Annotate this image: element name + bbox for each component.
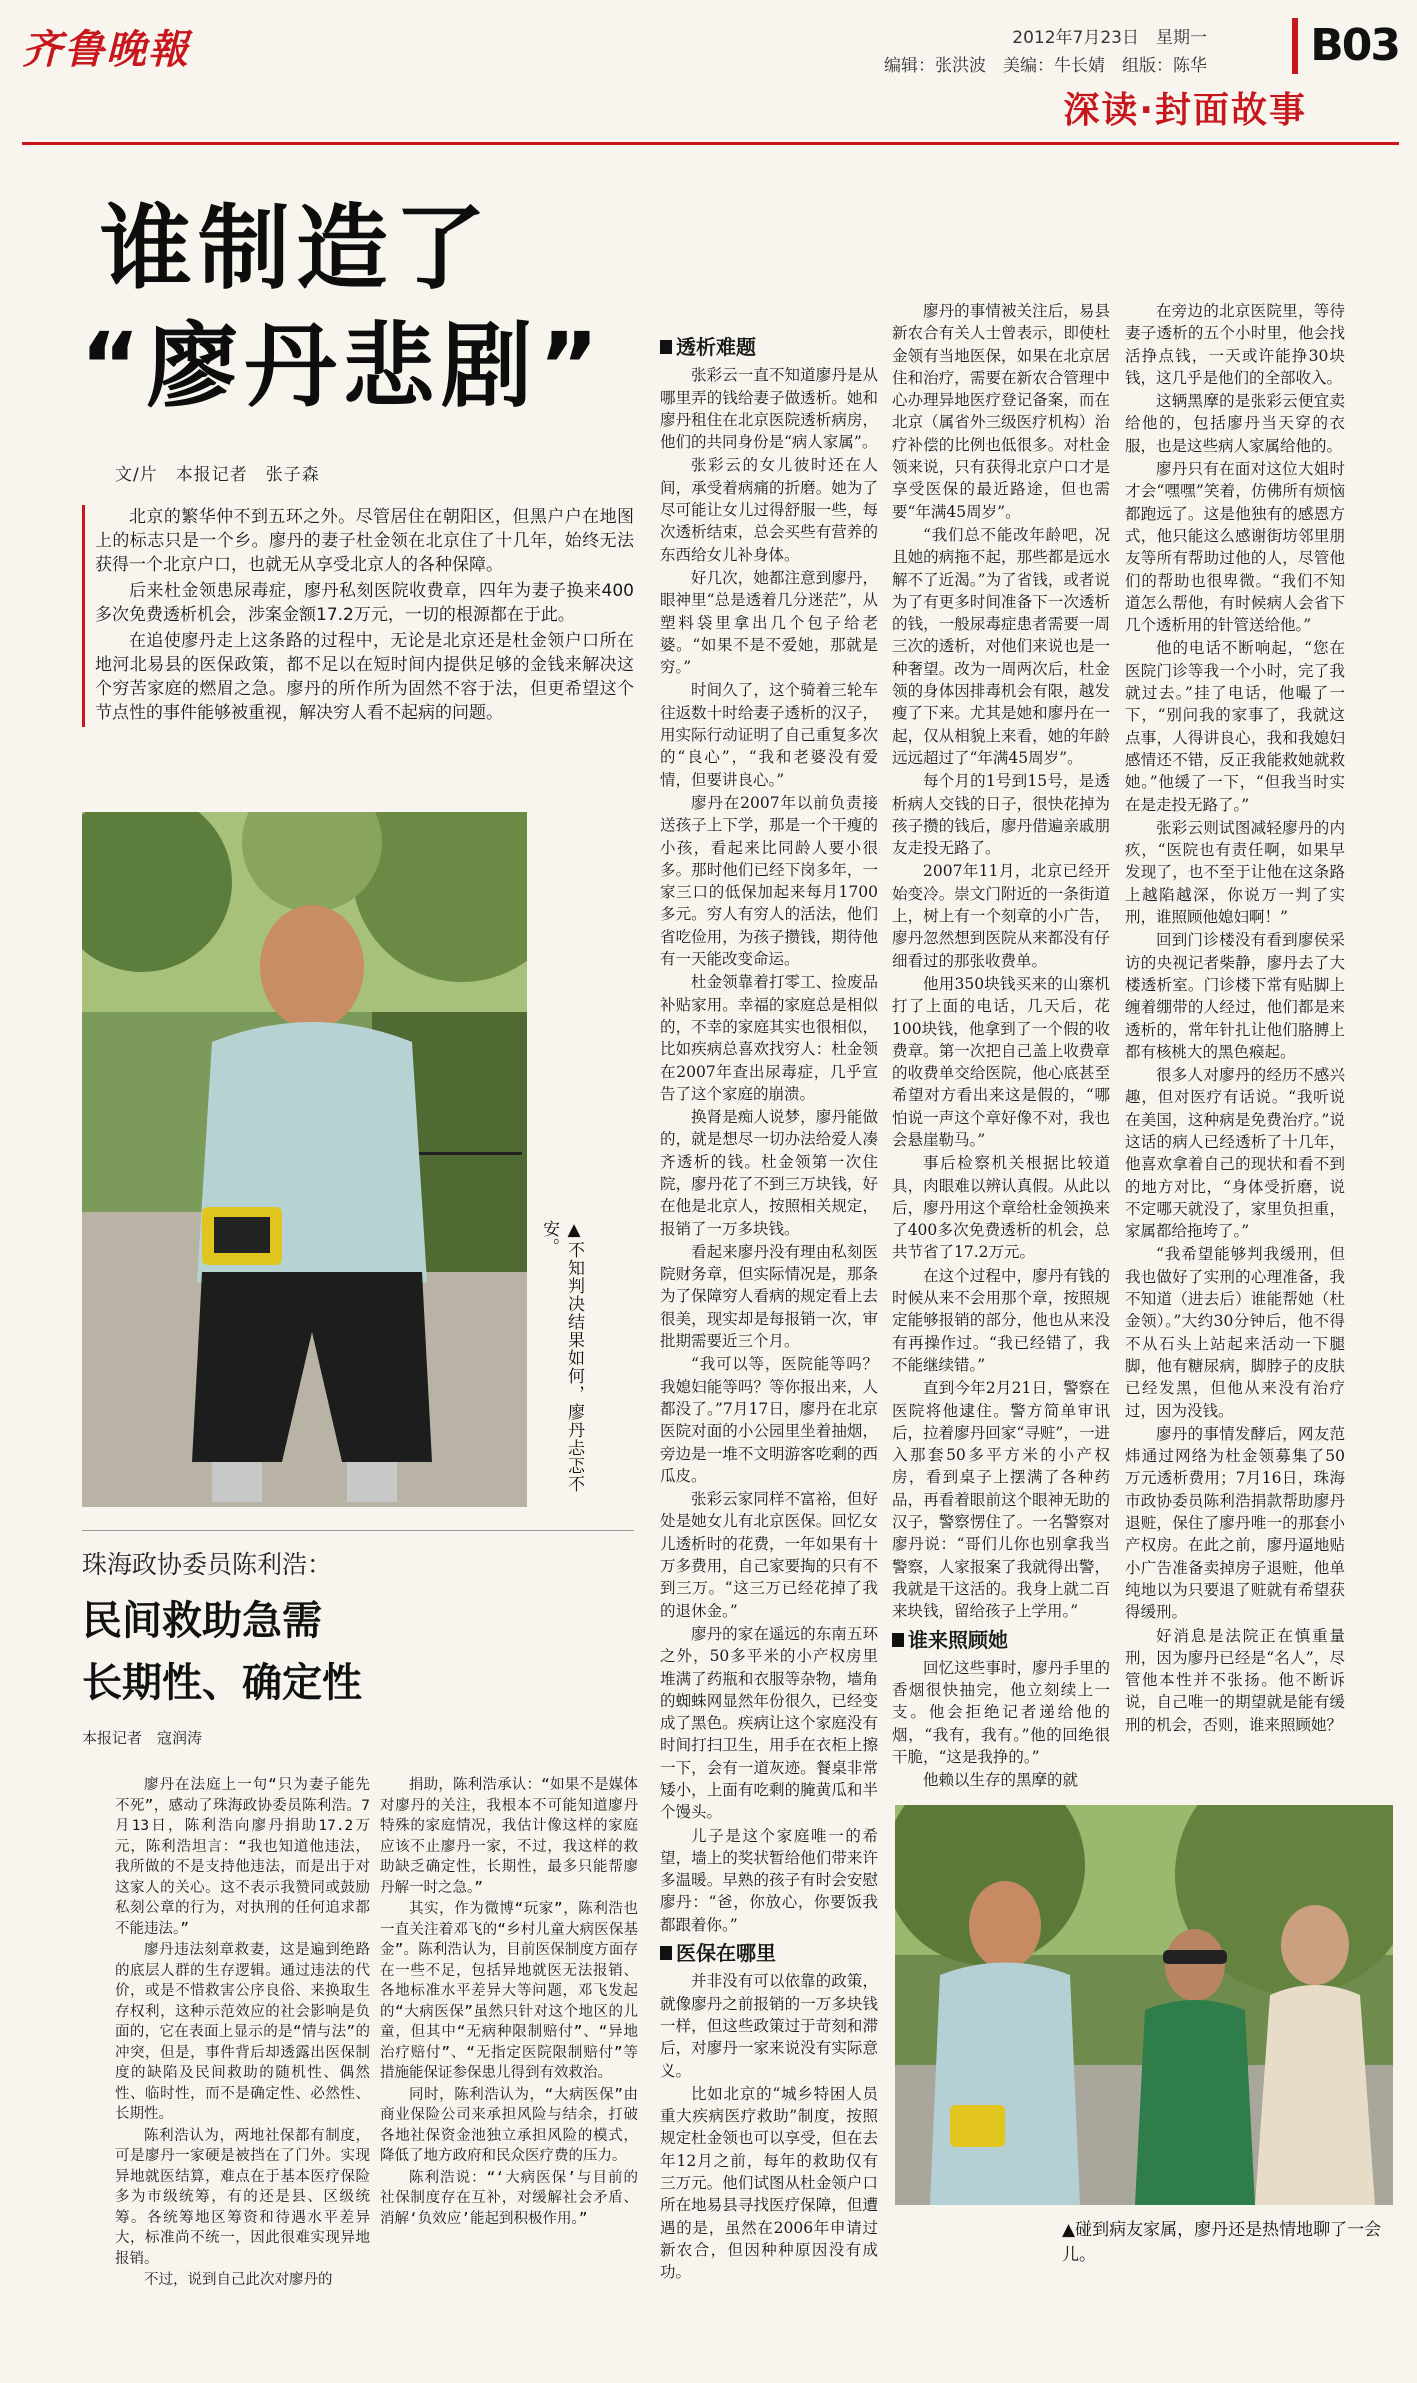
article-paragraph: 杜金领靠着打零工、捡废品补贴家用。幸福的家庭总是相似的，不幸的家庭其实也很相似，比如疾病总喜欢找穷人：杜金领在2007年查出尿毒症，几乎宣告了这个家庭的崩溃。 <box>660 973 878 1103</box>
article-paragraph: 张彩云一直不知道廖丹是从哪里弄的钱给妻子做透析。她和廖丹租住在北京医院透析病房，他们的共同身份是“病人家属”。 <box>660 366 878 452</box>
article-paragraph: 廖丹的事情被关注后，易县新农合有关人士曾表示，即使杜金领有当地医保，如果在北京居住和治疗，需要在新农合管理中心办理异地医疗登记备案，而在北京（属省外三级医疗机构）治疗补偿的比例也低很多。对杜金领来说，只有获得北京户口才是享受医保的最近路途，但也需要“年满45周岁”。 <box>892 302 1110 521</box>
article-paragraph: 廖丹的事情发酵后，网友范炜通过网络为杜金领募集了50万元透析费用；7月16日，珠海市政协委员陈利浩捐款帮助廖丹退赃，保住了廖丹唯一的那套小产权房。在此之前，廖丹逼地贴小广告准备卖掉房子退赃，他单纯地以为只要退了赃就有希望获得缓刑。 <box>1125 1424 1345 1622</box>
photo-liao-dan-standing-image <box>82 812 527 1507</box>
article-paragraph: 廖丹在2007年以前负责接送孩子上下学，那是一个干瘦的小孩，看起来比同龄人要小很多。那时他们已经下岗多年，一家三口的低保加起来每月1700多元。穷人有穷人的活法，他们省吃俭用，为孩子攒钱，期待他有一天能改变命运。 <box>660 793 878 969</box>
page-number: B03 <box>1292 18 1399 74</box>
sidebar-byline: 本报记者 寇润涛 <box>82 1729 203 1747</box>
subhead-insurance <box>660 1942 878 1964</box>
sidebar-top-rule <box>82 1530 634 1531</box>
article-paragraph: 换肾是痴人说梦，廖丹能做的，就是想尽一切办法给爱人凑齐透析的钱。杜金领第一次住院，廖丹花了不到三万块钱，好在他是北京人，按照相关规定，报销了一万多块钱。 <box>660 1108 878 1238</box>
article-paragraph: 比如北京的“城乡特困人员重大疾病医疗救助”制度，按照规定杜金领也可以享受，但在去年12月之前，每年的救助仅有三万元。他们试图从杜金领户口所在地易县寻找医疗保障，但遭遇的是，虽然在2006年申请过新农合，但因种种原因没有成功。 <box>660 2084 878 2282</box>
photo2-caption: ▲碰到病友家属，廖丹还是热情地聊了一会儿。 <box>1062 2220 1382 2265</box>
article-paragraph: 他用350块钱买来的山寨机打了上面的电话，几天后，花100块钱，他拿到了一个假的收费章。第一次把自己盖上收费章的收费单交给医院，他心底甚至希望对方看出来这是假的，“哪怕说一声这个章好像不对，我也会悬崖勒马。” <box>892 974 1110 1149</box>
masthead-logo: 齐鲁晚報 <box>22 26 190 73</box>
photo1-caption: ▲不知判决结果如何，廖丹忐忑不安。 <box>539 1220 584 1493</box>
article-column-3 <box>1125 300 1345 1790</box>
sidebar-paragraph: 其实，作为微博“玩家”，陈利浩也一直关注着邓飞的“乡村儿童大病医保基金”。陈利浩认为，目前医保制度方面存在一些不足，包括异地就医无法报销、各地标准水平差异大等问题，邓飞发起的“大病医保”虽然只针对这个地区的儿童，但其中“无病种限制赔付”、“异地治疗赔付”、“无指定医院限制赔付”等措施能保证参保患儿得到有效救治。 <box>380 1901 638 2081</box>
sidebar-title <box>82 1590 362 1714</box>
article-paragraph: “我们总不能改年龄吧，况且她的病拖不起，那些都是远水解不了近渴。”为了省钱，或者说为了有更多时间准备下一次透析的钱，一般尿毒症患者需要一周三次的透析，对他们来说也是一种奢望。改为一周两次后，杜金领的身体因排毒机会有限，越发瘦了下来。尤其是她和廖丹在一起，仅从相貌上来看，她的年龄远远超过了“年满45周岁”。 <box>892 525 1110 767</box>
article-paragraph: 廖丹只有在面对这位大姐时才会“嘿嘿”笑着，仿佛所有烦恼都跑远了。这是他独有的感恩方式，他只能这么感谢街坊邻里朋友等所有帮助过他的人，尽管他们的帮助也很卑微。“我们不知道怎么帮他，有时候病人会省下几个透析用的针管送给他。” <box>1125 460 1345 635</box>
sidebar-paragraph: 同时，陈利浩认为，“大病医保”由商业保险公司来承担风险与结余，打破各地社保资金池独立承担风险的模式，降低了地方政府和民众医疗费的压力。 <box>380 2086 638 2164</box>
article-paragraph: 他的电话不断响起，“您在医院门诊等我一个小时，完了我就过去。”挂了电话，他嘬了一下，“别问我的家事了，我就这点事，人得讲良心，我和我媳妇感情还不错，反正我能救她就救她。”他缓了一下，“但我当时实在是走投无路了。” <box>1125 639 1345 814</box>
sidebar-paragraph: 捐助，陈利浩承认：“如果不是媒体对廖丹的关注，我根本不可能知道廖丹特殊的家庭情况，我估计像这样的家庭应该不止廖丹一家，不过，我这样的救助缺乏确定性，长期性，最多只能帮廖丹解一时之急。” <box>380 1777 638 1896</box>
article-paragraph: 他赖以生存的黑摩的就 <box>923 1771 1079 1790</box>
date-line: 2012年7月23日 星期一 <box>1012 28 1207 48</box>
article-paragraph: 儿子是这个家庭唯一的希望，墙上的奖状暂给他们带来许多温暖。早熟的孩子有时会安慰廖丹：“爸，你放心，你要饭我都跟着你。” <box>660 1826 878 1934</box>
article-paragraph: 张彩云的女儿彼时还在人间，承受着病痛的折磨。她为了尽可能让女儿过得舒服一些，每次透析结束，总会买些有营养的东西给女儿补身体。 <box>660 456 878 564</box>
sidebar-kicker: 珠海政协委员陈利浩： <box>82 1550 333 1579</box>
square-bullet-icon <box>660 340 672 354</box>
article-paragraph: 看起来廖丹没有理由私刻医院财务章，但实际情况是，那条为了保障穷人看病的规定看上去很美，现实却是每报销一次，审批期需要近三个月。 <box>660 1242 878 1351</box>
article-paragraph: 好消息是法院正在慎重量刑，因为廖丹已经是“名人”，尽管他本性并不张扬。他不断诉说，自己唯一的期望就是能有缓刑的机会，否则，谁来照顾她？ <box>1125 1626 1345 1734</box>
sidebar-title-line2: 长期性、确定性 <box>82 1660 362 1706</box>
article-paragraph: 这辆黑摩的是张彩云便宜卖给他的，包括廖丹当天穿的衣服，也是这些病人家属给他的。 <box>1125 392 1345 455</box>
photo-liao-dan-chatting-image <box>895 1805 1393 2205</box>
square-bullet-icon <box>892 1633 904 1647</box>
subhead-label: 医保在哪里 <box>676 1941 776 1966</box>
article-paragraph: 2007年11月，北京已经开始变冷。崇文门附近的一条街道上，树上有一个刻章的小广告，廖丹忽然想到医院从来都没有仔细看过的那张收费单。 <box>892 862 1110 970</box>
article-paragraph: 事后检察机关根据比较道具，肉眼难以辨认真假。从此以后，廖丹用这个章给杜金领换来了400多次免费透析的机会，总共节省了17.2万元。 <box>892 1154 1110 1262</box>
article-paragraph: 时间久了，这个骑着三轮车往返数十时给妻子透析的汉子，用实际行动证明了自己重复多次的“良心”，“我和老婆没有爱情，但要讲良心。” <box>660 681 878 789</box>
headline-line1: 谁制造了 <box>100 195 493 302</box>
sidebar-paragraph: 廖丹违法刻章救妻，这是遍到绝路的底层人群的生存逻辑。通过违法的代价，或是不惜救害公序良俗、来换取生存权利，这种示范效应的社会影响是负面的，它在表面上显示的是“情与法”的冲突，但是，事件背后却透露出医保制度的缺陷及民间救助的随机性、偶然性、临时性，而不是确定性、必然性、长期性。 <box>115 1942 370 2122</box>
sidebar-paragraph: 廖丹在法庭上一句“只为妻子能先不死”，感动了珠海政协委员陈利浩。7月13日，陈利浩向廖丹捐助17.2万元，陈利浩坦言：“我也知道他违法，我所做的不是支持他违法，而是出于对这家人的关心。这不表示我赞同或鼓励私刻公章的行为，对执刑的任何追求都不能违法。” <box>115 1777 370 1937</box>
subhead-label: 谁来照顾她 <box>908 1627 1008 1652</box>
article-paragraph: 并非没有可以依靠的政策，就像廖丹之前报销的一万多块钱一样，但这些政策过于苛刻和滞后，对廖丹一家来说没有实际意义。 <box>660 1972 878 2080</box>
lead-paragraph: 在追使廖丹走上这条路的过程中，无论是北京还是杜金领户口所在地河北易县的医保政策，都不足以在短时间内提供足够的金钱来解决这个穷苦家庭的燃眉之急。廖丹的所作所为固然不容于法，但更希望这个节点性的事件能够被重视，解决穷人看不起病的问题。 <box>95 631 634 723</box>
photo-liao-dan-standing <box>82 812 527 1507</box>
article-column-1 <box>660 330 878 2330</box>
sidebar-paragraph: 陈利浩说：“‘大病医保’与目前的社保制度存在互补，对缓解社会矛盾、消解‘负效应’能起到积极作用。” <box>380 2169 638 2227</box>
header-info <box>884 24 1207 80</box>
subhead-who-cares <box>892 1629 1110 1651</box>
article-paragraph: 回到门诊楼没有看到廖侯采访的央视记者柴静，廖丹去了大楼透析室。门诊楼下常有贴脚上缠着绷带的人经过，他们都是来透析的，常年针扎让他们胳膊上都有核桃大的黑色瘊起。 <box>1125 931 1345 1061</box>
headline <box>80 190 605 426</box>
header-rule <box>22 142 1399 145</box>
article-paragraph: 在旁边的北京医院里，等待妻子透析的五个小时里，他会找活挣点钱，一天或许能挣30块钱，这几乎是他们的全部收入。 <box>1125 302 1345 387</box>
editor-line: 编辑：张洪波 美编：牛长婧 组版：陈华 <box>884 56 1207 76</box>
lead-paragraph: 北京的繁华仲不到五环之外。尽管居住在朝阳区，但黑户户在地图上的标志只是一个乡。廖丹的妻子杜金领在北京住了十几年，始终无法获得一个北京户口，也就无从享受北京人的各种保障。 <box>95 507 634 575</box>
article-paragraph: 回忆这些事时，廖丹手里的香烟很快抽完，他立刻续上一支。他会拒绝记者递给他的烟，“我有，我有。”他的回绝很干脆，“这是我挣的。” <box>892 1658 1110 1766</box>
subhead-dialysis <box>660 336 878 358</box>
article-paragraph: 好几次，她都注意到廖丹，眼神里“总是透着几分迷茫”，从塑料袋里拿出几个包子给老婆。“如果不是不爱她，那就是穷。” <box>660 568 878 677</box>
article-paragraph: 张彩云则试图减轻廖丹的内疚，“医院也有责任啊，如果早发现了，也不至于让他在这条路上越陷越深，你说万一判了实刑，谁照顾他媳妇啊！” <box>1125 818 1345 927</box>
byline: 文/片 本报记者 张子森 <box>115 465 320 485</box>
sidebar-title-line1: 民间救助急需 <box>82 1598 322 1644</box>
article-paragraph: 直到今年2月21日，警察在医院将他逮住。警方简单审讯后，拉着廖丹回家“寻赃”，一进入那套50多平方米的小产权房，看到桌子上摆满了各种药品，再看着眼前这个眼神无助的汉子，警察愣住了。一名警察对廖丹说：“哥们儿你也别拿我当警察，人家报案了我就得出警，我就是干这活的。我身上就二百来块钱，留给孩子上学用。” <box>892 1379 1110 1621</box>
article-paragraph: 廖丹的家在遥远的东南五环之外，50多平米的小产权房里堆满了药瓶和衣服等杂物，墙角的蜘蛛网显然年份很久，已经变成了黑色。疾病让这个家庭没有时间打扫卫生，用手在衣柜上擦一下，会有一道灰迹。餐桌非常矮小，上面有吃剩的腌黄瓜和半个馒头。 <box>660 1624 878 1822</box>
article-paragraph: 张彩云家同样不富裕，但好处是她女儿有北京医保。回忆女儿透析时的花费，一年如果有十万多费用，自己家要掏的只有不到三万。“这三万已经花掉了我的退休金。” <box>660 1490 878 1620</box>
lead-box <box>82 505 634 727</box>
square-bullet-icon <box>660 1946 672 1960</box>
article-paragraph: “我可以等，医院能等吗？我媳妇能等吗？等你报出来，人都没了。”7月17日，廖丹在北京医院对面的小公园里坐着抽烟，旁边是一堆不文明游客吃剩的西瓜皮。 <box>660 1355 878 1485</box>
sidebar-column-right <box>380 1775 638 2335</box>
article-paragraph: 在这个过程中，廖丹有钱的时候从来不会用那个章，按照规定能够报销的部分，他也从来没有再操作过。“我已经错了，我不能继续错。” <box>892 1266 1110 1374</box>
photo-liao-dan-chatting <box>895 1805 1393 2205</box>
sidebar-paragraph: 陈利浩认为，两地社保都有制度，可是廖丹一家硬是被挡在了门外。实现异地就医结算，难点在于基本医疗保险多为市级统筹，有的还是县、区级统筹。各统筹地区筹资和待遇水平差异大，标准尚不统一，因此很难实现异地报销。 <box>115 2127 370 2267</box>
article-paragraph: 很多人对廖丹的经历不感兴趣，但对医疗有话说。“我听说在美国，这种病是免费治疗。”说这话的病人已经透析了十几年，他喜欢拿着自己的现状和看不到的地方对比，“身体受折磨，说不定哪天就没了，家里负担重，家属都给拖垮了。” <box>1125 1066 1345 1241</box>
headline-line2: “廖丹悲剧” <box>80 313 605 420</box>
article-paragraph: “我希望能够判我缓刑，但我也做好了实刑的心理准备，我不知道（进去后）谁能帮她（杜金领）。”大约30分钟后，他不得不从石头上站起来活动一下腿脚，他有糖尿病，脚脖子的皮肤已经发黑，但他从来没有治疗过，因为没钱。 <box>1125 1245 1345 1420</box>
article-column-2 <box>892 300 1110 1790</box>
article-paragraph: 每个月的1号到15号，是透析病人交钱的日子，很快花掉为孩子攒的钱后，廖丹借遍亲戚朋友走投无路了。 <box>892 772 1110 858</box>
section-tag: 深读·封面故事 <box>1063 90 1307 131</box>
lead-paragraph: 后来杜金领患尿毒症，廖丹私刻医院收费章，四年为妻子换来400多次免费透析机会，涉案金额17.2万元，一切的根源都在于此。 <box>95 581 634 625</box>
sidebar-column-left <box>115 1775 370 2335</box>
subhead-label: 透析难题 <box>676 335 756 359</box>
sidebar-paragraph: 不过，说到自己此次对廖丹的 <box>144 2272 333 2288</box>
